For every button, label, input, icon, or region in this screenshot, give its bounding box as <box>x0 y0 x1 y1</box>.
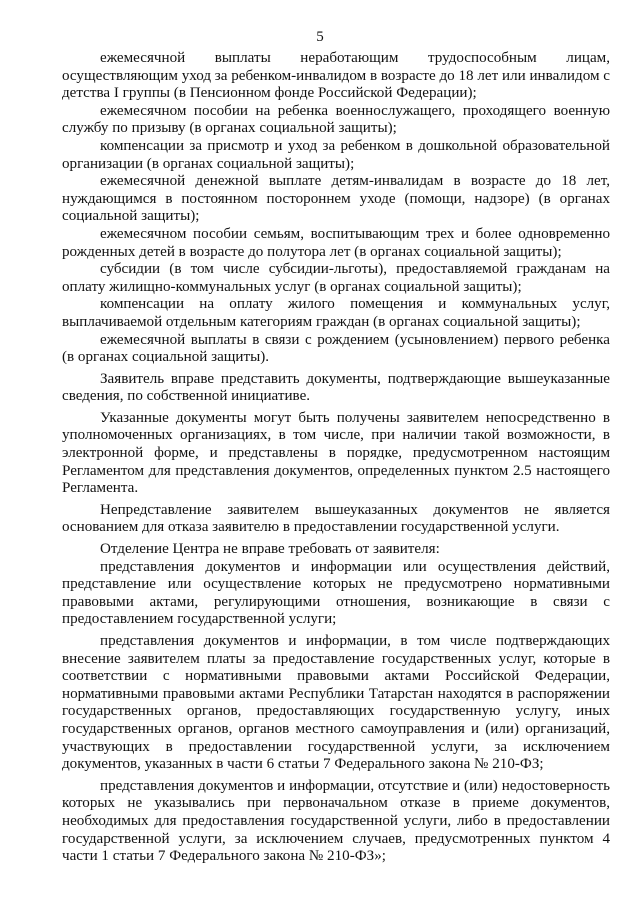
paragraph-first-child-payment: ежемесячной выплаты в связи с рождением (усыновлением) первого ребенка (в органах социальной защиты). <box>62 331 610 366</box>
paragraph-monthly-payment-caregivers: ежемесячной выплаты неработающим трудоспособным лицам, осуществляющим уход за ребенком-инвалидом в возрасте до 18 лет или инвалидом с детства I группы (в Пенсионном фонде Российской Федерации); <box>62 50 610 102</box>
page-number: 5 <box>316 29 324 45</box>
paragraph-military-child-allowance: ежемесячном пособии на ребенка военнослужащего, проходящего военную службу по призыву (в органах социальной защиты); <box>62 102 610 137</box>
paragraph-applicant-right: Заявитель вправе представить документы, подтверждающие вышеуказанные сведения, по собственной инициативе. <box>62 370 610 405</box>
paragraph-utility-subsidy: субсидии (в том числе субсидии-льготы), предоставляемой гражданам на оплату жилищно-коммунальных услуг (в органах социальной защиты); <box>62 261 610 295</box>
paragraph-restriction-unverified: представления документов и информации, отсутствие и (или) недостоверность которых не указывались при первоначальном отказе в приеме документов, необходимых для предоставления государственной услуги, либо в предоставлении государственной услуги, за исключением случаев, предусмотренных пунктом 4 части 1 статьи 7 Федерального закона № 210-ФЗ»; <box>62 777 610 865</box>
paragraph-disabled-children-payment: ежемесячной денежной выплате детям-инвалидам в возрасте до 18 лет, нуждающимся в постоянном постороннем уходе (помощи, надзоре) (в органах социальной защиты); <box>62 173 610 225</box>
paragraph-housing-compensation: компенсации на оплату жилого помещения и коммунальных услуг, выплачиваемой отдельным категориям граждан (в органах социальной защиты); <box>62 296 610 330</box>
paragraph-multiple-birth-allowance: ежемесячном пособии семьям, воспитывающим трех и более одновременно рожденных детей в возрасте до полутора лет (в органах социальной защиты); <box>62 225 610 260</box>
paragraph-center-restrictions: Отделение Центра не вправе требовать от заявителя: <box>100 541 440 558</box>
paragraph-preschool-compensation: компенсации за присмотр и уход за ребенком в дошкольной образовательной организации (в органах социальной защиты); <box>62 137 610 172</box>
paragraph-non-submission: Непредставление заявителем вышеуказанных документов не является основанием для отказа заявителю в предоставлении государственной услуги. <box>62 501 610 536</box>
paragraph-restriction-documents: представления документов и информации, в том числе подтверждающих внесение заявителем платы за предоставление государственных услуг, которые в соответствии с нормативными правовыми актами Российской Федерации, нормативными правовыми актами Республики Татарстан находятся в распоряжении государственных органов, предоставляющих государственную услугу, иных государственных органов, органов местного самоуправления и (или) организаций, участвующих в предоставлении государственной услуги, за исключением документов, указанных в части 6 статьи 7 Федерального закона № 210-ФЗ; <box>62 633 610 773</box>
document-body <box>62 50 610 866</box>
paragraph-restriction-actions: представления документов и информации или осуществления действий, представление или осуществление которых не предусмотрено нормативными правовыми актами, регулирующими отношения, возникающие в связи с предоставлением государственной услуги; <box>62 558 610 628</box>
paragraph-documents-obtaining: Указанные документы могут быть получены заявителем непосредственно в уполномоченных организациях, в том числе, при наличии такой возможности, в электронной форме, и представлены в порядке, предусмотренном настоящим Регламентом для представления документов, определенных пунктом 2.5 настоящего Регламента. <box>62 409 610 497</box>
